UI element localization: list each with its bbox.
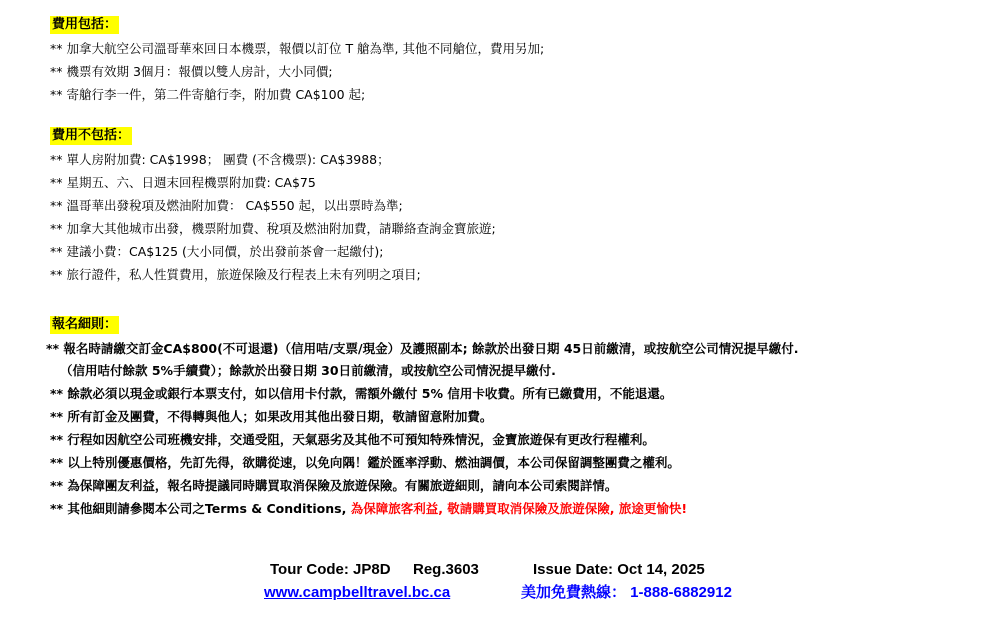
insurance-warning: 為保障旅客利益, 敬請購買取消保險及旅遊保險, 旅途更愉快!	[350, 501, 688, 516]
excluded-line: ** 單人房附加費: CA$1998； 團費 (不含機票): CA$3988；	[50, 152, 390, 167]
excluded-line: ** 星期五、六、日週末回程機票附加費: CA$75	[50, 175, 316, 190]
rules-last-line-prefix: ** 其他細則請參閱本公司之Terms & Conditions,	[50, 501, 347, 516]
included-line: ** 寄艙行李一件，第二件寄艙行李，附加費 CA$100 起;	[50, 87, 366, 102]
tour-code: Tour Code: JP8D	[270, 561, 391, 578]
rules-last-line	[50, 500, 687, 518]
rules-line: ** 所有訂金及團費，不得轉與他人；如果改用其他出發日期，敬請留意附加費。	[50, 409, 493, 424]
rules-line: ** 以上特別優惠價格，先訂先得，欲購從速，以免向隅！鑑於匯率浮動、燃油調價，本公司保留調整團費之權利。	[50, 455, 680, 470]
included-line: ** 加拿大航空公司溫哥華來回日本機票，報價以訂位 T 艙為準, 其他不同艙位，費用另加;	[50, 41, 545, 56]
excluded-line: ** 旅行證件，私人性質費用，旅遊保險及行程表上未有列明之項目;	[50, 267, 421, 282]
rules-line: ** 餘款必須以現金或銀行本票支付，如以信用卡付款，需額外繳付 5% 信用卡收費。所有已繳費用，不能退還。	[50, 386, 673, 401]
excluded-line: ** 建議小費：CA$125 (大小同價，於出發前茶會一起繳付);	[50, 244, 384, 259]
included-line: ** 機票有效期 3個月：報價以雙人房計，大小同價;	[50, 64, 333, 79]
rules-line: ** 行程如因航空公司班機安排，交通受阻，天氣惡劣及其他不可預知特殊情況，金寶旅遊保有更改行程權利。	[50, 432, 655, 447]
excluded-line: ** 溫哥華出發稅項及燃油附加費： CA$550 起，以出票時為準;	[50, 198, 403, 213]
included-heading: 費用包括：	[52, 17, 118, 32]
website-link[interactable]: www.campbelltravel.bc.ca	[264, 584, 451, 601]
excluded-line: ** 加拿大其他城市出發，機票附加費、稅項及燃油附加費，請聯絡查詢金寶旅遊;	[50, 221, 496, 236]
issue-date: Issue Date: Oct 14, 2025	[533, 561, 705, 578]
rules-line: ** 為保障團友利益，報名時提議同時購買取消保險及旅遊保險。有關旅遊細則，請向本公司索閱詳情。	[50, 478, 618, 493]
registration-number: Reg.3603	[413, 561, 479, 578]
toll-free-hotline: 美加免費熱線： 1-888-6882912	[521, 584, 732, 601]
rules-line: ** 報名時請繳交訂金CA$800(不可退還)（信用咭/支票/現金）及護照副本; 餘款於出發日期 45日前繳清，或按航空公司情況提早繳付.	[46, 341, 799, 356]
excluded-heading: 費用不包括：	[52, 128, 131, 143]
rules-line: （信用咭付餘款 5%手續費）；餘款於出發日期 30日前繳清，或按航空公司情況提早繳付.	[60, 363, 556, 378]
rules-heading: 報名細則：	[52, 317, 118, 332]
